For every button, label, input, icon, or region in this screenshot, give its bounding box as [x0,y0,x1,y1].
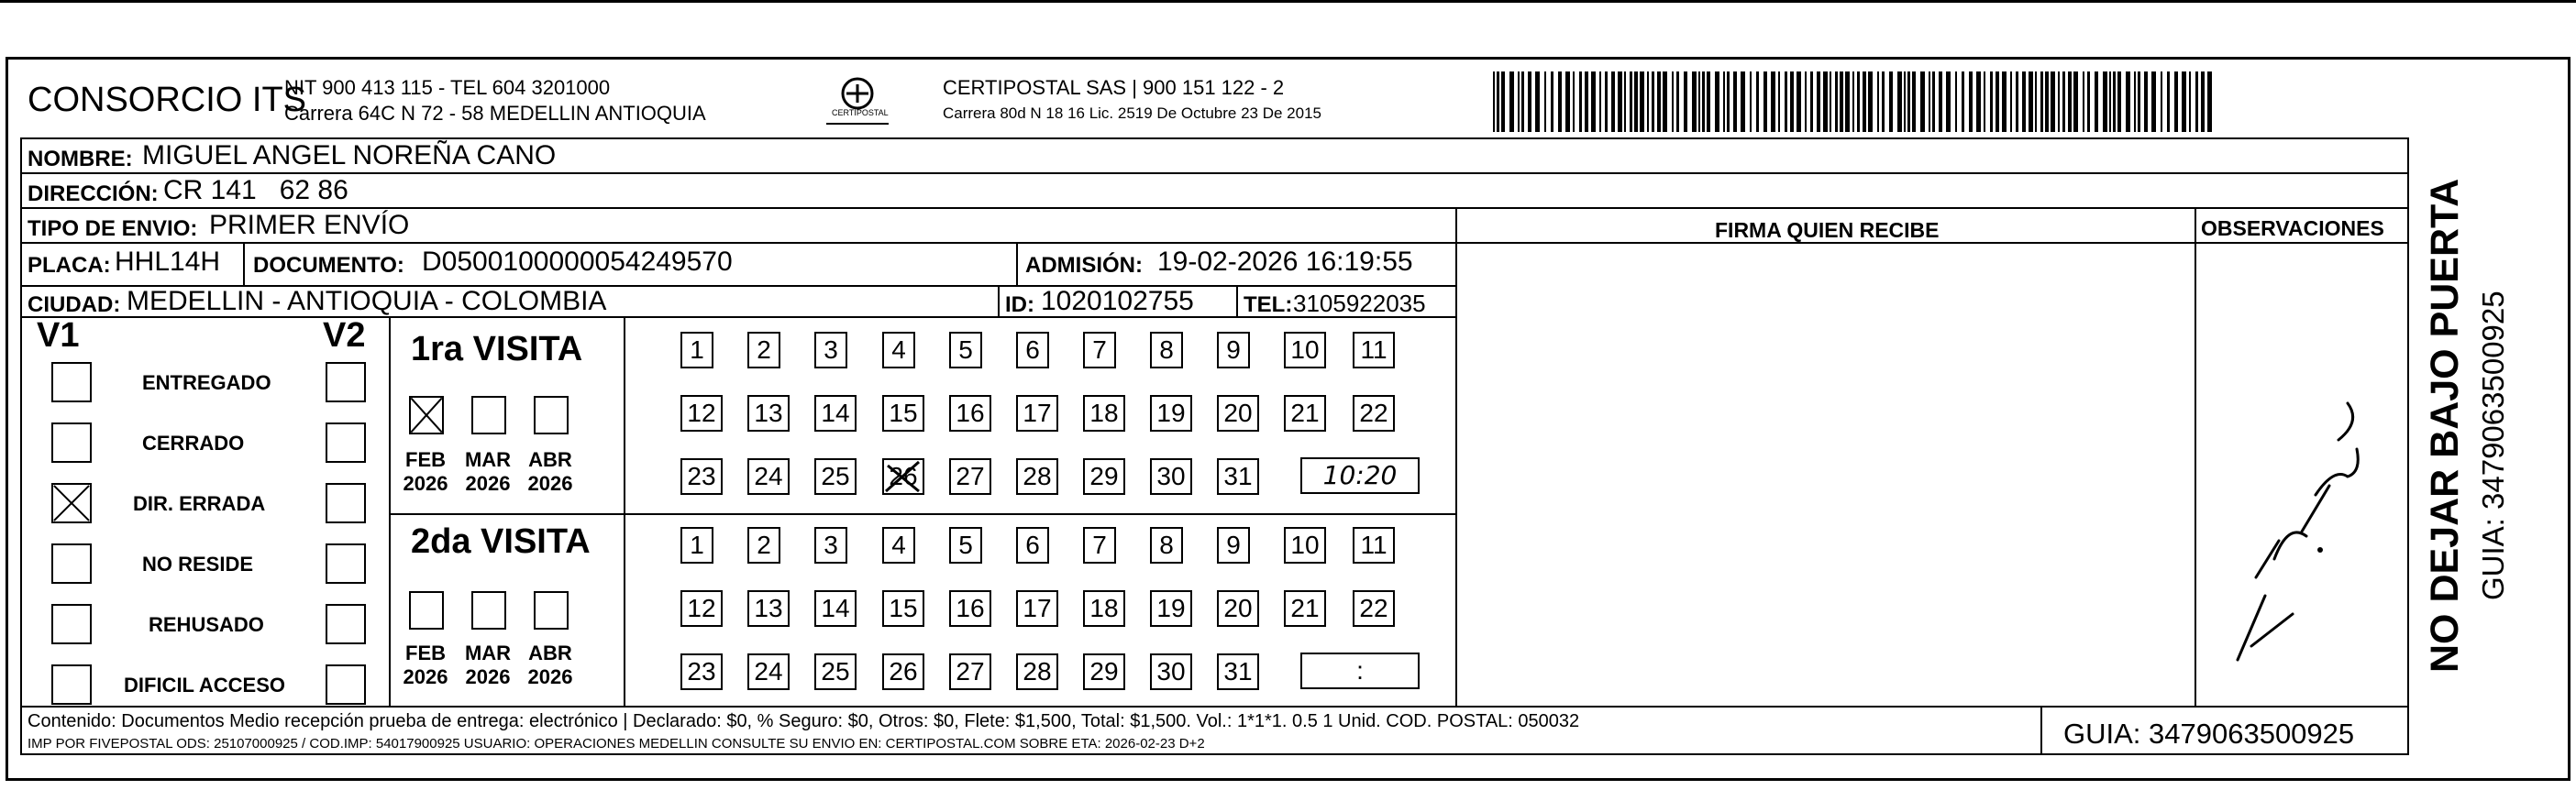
direccion-label: DIRECCIÓN: [28,181,159,206]
day-number: 11 [1360,335,1388,364]
v1-label: V1 [37,316,80,355]
day-box[interactable] [882,332,915,368]
row-line [20,706,2409,708]
day-number: 8 [1159,335,1174,364]
placa-label: PLACA: [28,253,111,278]
col-line [1016,242,1018,285]
day-number: 30 [1156,462,1186,490]
day-number: 26 [889,462,918,490]
row-line [20,172,2409,174]
state-label: DIFICIL ACCESO [124,674,286,697]
day-number: 27 [956,462,985,490]
certipostal-address: Carrera 80d N 18 16 Lic. 2519 De Octubre 23 De 2015 [943,104,1321,122]
nombre-label: NOMBRE: [28,147,133,171]
footer-imp: IMP POR FIVEPOSTAL ODS: 25107000925 / COD.IMP: 54017900925 USUARIO: OPERACIONES MEDELLIN CONSULTE SU ENVIO EN: CERTIPOSTAL.COM SOBRE ETA: 2026-02-23 D+2 [28,736,1205,752]
day-number: 2 [757,335,771,364]
direccion-value: CR 141 62 86 [163,175,348,205]
nombre-value: MIGUEL ANGEL NOREÑA CANO [142,140,557,170]
admision-value: 19-02-2026 16:19:55 [1157,247,1413,277]
day-box[interactable] [814,527,847,564]
day-box[interactable] [1016,458,1058,495]
day-box[interactable] [680,395,723,432]
day-number: 13 [754,399,783,427]
day-box[interactable] [1150,653,1192,690]
state-v2-checkbox[interactable] [326,422,366,463]
day-number: 19 [1156,399,1186,427]
day-box[interactable] [814,653,857,690]
day-number: 3 [824,531,838,559]
month-label: ABR [528,642,572,664]
company-name: CONSORCIO ITS [28,81,307,119]
day-number: 12 [687,399,716,427]
day-number: 24 [754,462,783,490]
first-visit-time-value: 10:20 [1322,460,1398,490]
second-visit-time[interactable] [1300,653,1420,689]
col-line [624,316,625,706]
tipo-value: PRIMER ENVÍO [209,210,410,240]
company-address: Carrera 64C N 72 - 58 MEDELLIN ANTIOQUIA [284,102,706,125]
day-box[interactable] [1150,458,1192,495]
logo-text: CERTIPOSTAL [832,108,889,117]
day-number: 18 [1089,399,1119,427]
day-box[interactable] [1284,332,1326,368]
day-number: 24 [754,657,783,686]
day-box[interactable] [1083,527,1116,564]
id-value: 1020102755 [1041,286,1194,316]
documento-value: D0500100000054249570 [422,247,733,277]
month-checkbox[interactable] [471,396,506,434]
day-box[interactable] [814,395,857,432]
frame-top [6,57,2570,60]
month-label: MAR [464,642,512,664]
day-box[interactable] [949,332,982,368]
day-box[interactable] [1150,395,1192,432]
documento-label: DOCUMENTO: [253,253,404,278]
year-label: 2026 [403,472,448,495]
day-box[interactable] [949,653,991,690]
observaciones-header: OBSERVACIONES [2201,216,2384,240]
day-number: 19 [1156,594,1186,622]
day-box[interactable] [1016,527,1049,564]
day-box[interactable] [882,527,915,564]
day-number: 4 [891,335,906,364]
day-number: 12 [687,594,716,622]
day-number: 1 [690,531,704,559]
year-label: 2026 [403,665,448,688]
day-box[interactable] [1353,332,1395,368]
day-box[interactable] [680,332,713,368]
day-number: 17 [1023,594,1052,622]
day-box[interactable] [1217,653,1259,690]
day-number: 27 [956,657,985,686]
top-edge-line [0,0,2576,3]
month-checkbox[interactable] [471,591,506,630]
day-box[interactable] [1217,527,1250,564]
day-number: 5 [958,531,973,559]
ciudad-label: CIUDAD: [28,292,121,317]
day-box[interactable] [680,590,723,627]
day-number: 9 [1226,531,1241,559]
footer-guia: GUIA: 3479063500925 [2063,718,2355,750]
state-label: NO RESIDE [142,553,254,576]
tel-label: TEL: [1244,292,1293,317]
day-box[interactable] [747,395,790,432]
state-label: REHUSADO [149,613,264,636]
day-box[interactable] [1284,590,1326,627]
day-number: 15 [889,594,918,622]
year-label: 2026 [527,665,573,688]
v2-label: V2 [323,316,366,355]
day-number: 29 [1089,462,1119,490]
col-line [1455,207,1457,706]
day-number: 22 [1359,399,1388,427]
company-nit: NIT 900 413 115 - TEL 604 3201000 [284,76,611,99]
month-label: MAR [464,448,512,471]
placa-value: HHL14H [115,247,221,277]
day-box[interactable] [1016,332,1049,368]
day-box[interactable] [747,653,790,690]
day-box[interactable] [814,458,857,495]
day-number: 7 [1092,531,1107,559]
day-box[interactable] [1284,527,1326,564]
day-number: 14 [821,399,850,427]
day-box[interactable] [1217,332,1250,368]
day-number: 31 [1223,462,1253,490]
certipostal-line: CERTIPOSTAL SAS | 900 151 122 - 2 [943,76,1285,99]
state-v1-checkbox[interactable] [51,543,92,584]
day-box[interactable] [680,458,723,495]
day-number: 20 [1223,594,1253,622]
day-box[interactable] [882,653,924,690]
day-box[interactable] [747,527,780,564]
day-number: 10 [1290,335,1320,364]
col-line [389,316,391,706]
day-box[interactable] [1353,395,1395,432]
side-guia: GUIA: 3479063500925 [2476,291,2510,600]
year-label: 2026 [527,472,573,495]
day-box[interactable] [1353,590,1395,627]
day-box[interactable] [1284,395,1326,432]
day-box[interactable] [949,395,991,432]
tipo-label: TIPO DE ENVIO: [28,216,198,241]
tel-value: 3105922035 [1293,290,1426,317]
day-box[interactable] [1083,653,1125,690]
day-number: 4 [891,531,906,559]
state-v2-checkbox[interactable] [326,664,366,705]
day-number: 13 [754,594,783,622]
day-box[interactable] [747,458,790,495]
month-checkbox[interactable] [409,396,444,434]
day-number: 18 [1089,594,1119,622]
day-number: 26 [889,657,918,686]
day-box[interactable] [949,590,991,627]
day-box[interactable] [882,458,924,495]
day-number: 21 [1290,594,1320,622]
day-number: 28 [1023,657,1052,686]
year-label: 2026 [465,665,511,688]
day-box[interactable] [1217,590,1259,627]
day-box[interactable] [814,590,857,627]
day-box[interactable] [1217,395,1259,432]
day-number: 16 [956,399,985,427]
year-label: 2026 [465,472,511,495]
day-number: 25 [821,657,850,686]
month-label: FEB [405,448,446,471]
day-box[interactable] [1083,458,1125,495]
day-number: 21 [1290,399,1320,427]
day-number: 25 [821,462,850,490]
day-box[interactable] [949,527,982,564]
day-box[interactable] [1150,590,1192,627]
day-box[interactable] [680,653,723,690]
day-number: 3 [824,335,838,364]
state-v2-checkbox[interactable] [326,483,366,523]
first-visit-time[interactable] [1300,457,1420,494]
second-visit-time-value: : [1356,656,1364,685]
day-number: 1 [690,335,704,364]
day-box[interactable] [1217,458,1259,495]
day-box[interactable] [814,332,847,368]
day-box[interactable] [1353,527,1395,564]
state-v2-checkbox[interactable] [326,543,366,584]
month-checkbox[interactable] [409,591,444,630]
day-number: 11 [1360,531,1388,559]
second-visit-title: 2da VISITA [411,522,591,561]
day-number: 22 [1359,594,1388,622]
month-label: FEB [405,642,446,664]
state-label: ENTREGADO [142,371,271,394]
day-number: 17 [1023,399,1052,427]
col-line [2040,706,2042,755]
day-number: 10 [1290,531,1320,559]
state-label: DIR. ERRADA [133,492,266,515]
state-v1-checkbox[interactable] [51,362,92,402]
day-box[interactable] [1150,332,1183,368]
footer-contenido: Contenido: Documentos Medio recepción prueba de entrega: electrónico | Declarado: $0, % Seguro: $0, Otros: $0, Flete: $1,500, Total: $1,500. Vol.: 1*1*1. 0.5 1 Unid. COD. POSTAL: 050032 [28,711,1580,731]
day-box[interactable] [1083,590,1125,627]
col-line [998,285,1000,316]
no-dejar-warning: NO DEJAR BAJO PUERTA [2423,178,2467,673]
month-label: ABR [528,448,572,471]
first-visit-title: 1ra VISITA [411,330,583,368]
month-checkbox[interactable] [534,591,569,630]
day-number: 8 [1159,531,1174,559]
day-box[interactable] [1083,332,1116,368]
state-v2-checkbox[interactable] [326,604,366,644]
state-v2-checkbox[interactable] [326,362,366,402]
firma-header: FIRMA QUIEN RECIBE [1715,218,1940,242]
admision-label: ADMISIÓN: [1025,253,1143,278]
day-number: 6 [1025,335,1040,364]
observaciones-handwriting [2201,385,2384,678]
state-label: CERRADO [142,432,245,455]
day-box[interactable] [1016,590,1058,627]
day-box[interactable] [882,395,924,432]
state-v1-checkbox[interactable] [51,422,92,463]
day-number: 16 [956,594,985,622]
day-box[interactable] [680,527,713,564]
day-box[interactable] [1083,395,1125,432]
col-line [243,242,245,285]
state-v1-checkbox[interactable] [51,604,92,644]
month-checkbox[interactable] [534,396,569,434]
day-number: 6 [1025,531,1040,559]
row-line [20,207,2409,209]
day-number: 31 [1223,657,1253,686]
day-number: 7 [1092,335,1107,364]
day-box[interactable] [747,590,790,627]
day-number: 30 [1156,657,1186,686]
state-v1-checkbox[interactable] [51,664,92,705]
day-number: 9 [1226,335,1241,364]
col-line [1236,285,1238,316]
day-number: 23 [687,462,716,490]
visit-divider [389,513,1455,515]
day-box[interactable] [1150,527,1183,564]
day-number: 15 [889,399,918,427]
day-number: 23 [687,657,716,686]
state-v1-checkbox[interactable] [51,483,92,523]
day-number: 29 [1089,657,1119,686]
col-line [2195,207,2196,706]
day-box[interactable] [1016,395,1058,432]
day-box[interactable] [882,590,924,627]
day-number: 5 [958,335,973,364]
day-box[interactable] [949,458,991,495]
ciudad-value: MEDELLIN - ANTIOQUIA - COLOMBIA [127,286,607,316]
day-box[interactable] [747,332,780,368]
id-label: ID: [1005,292,1034,317]
day-number: 20 [1223,399,1253,427]
day-check-mark [882,458,924,495]
day-number: 2 [757,531,771,559]
day-box[interactable] [1016,653,1058,690]
day-number: 14 [821,594,850,622]
day-number: 28 [1023,462,1052,490]
